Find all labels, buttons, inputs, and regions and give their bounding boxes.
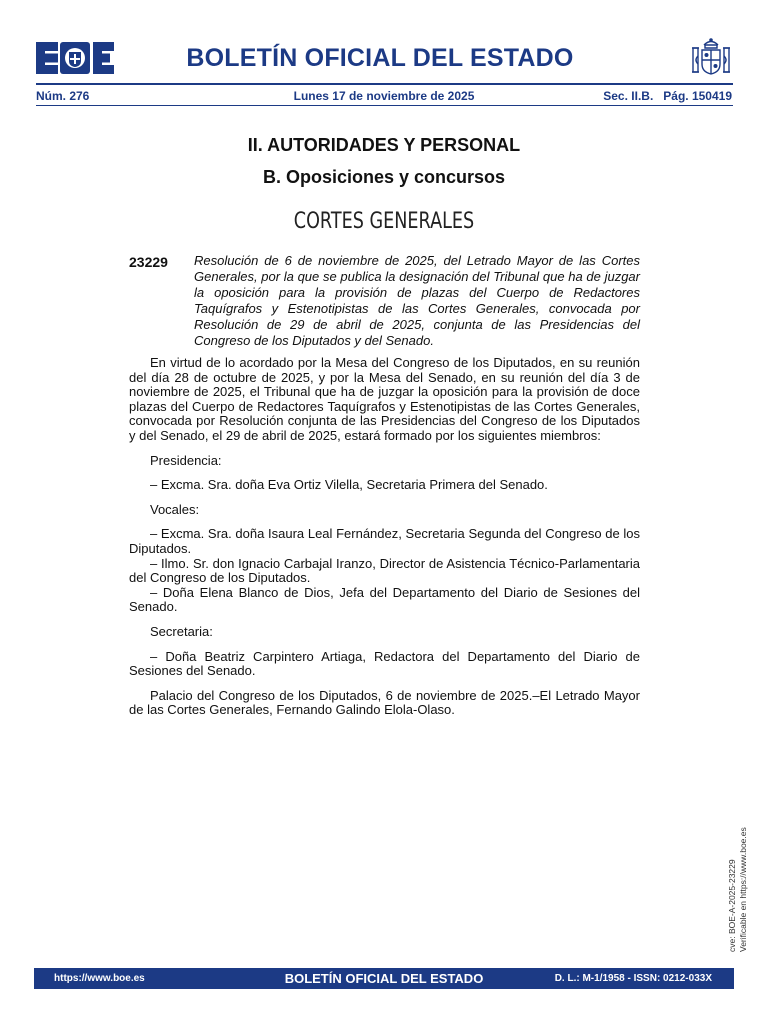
bulletin-title: BOLETÍN OFICIAL DEL ESTADO <box>186 44 574 72</box>
closing-paragraph: Palacio del Congreso de los Diputados, 6 de noviembre de 2025.–El Letrado Mayor de las Cortes Generales, Fernando Galindo Elola-Olaso. <box>129 687 640 718</box>
vocal-item: – Excma. Sra. doña Isaura Leal Fernández, Secretaria Segunda del Congreso de los Diputados. <box>129 526 640 556</box>
resolution-number: 23229 <box>129 254 168 270</box>
vocal-item: – Doña Elena Blanco de Dios, Jefa del Departamento del Diario de Sesiones del Senado. <box>129 584 640 615</box>
footer-url-link[interactable]: https://www.boe.es <box>54 973 145 984</box>
section-page: Sec. II.B. Pág. 150419 <box>603 89 732 103</box>
presidencia-label: Presidencia: <box>150 452 222 468</box>
footer-title: BOLETÍN OFICIAL DEL ESTADO <box>284 971 484 986</box>
vocal-item: – Ilmo. Sr. don Ignacio Carbajal Iranzo, Director de Asistencia Técnico-Parlamentaria del Congreso de los Diputados. <box>129 555 640 586</box>
organism-heading: CORTES GENERALES <box>293 209 475 234</box>
presidencia-member: – Excma. Sra. doña Eva Ortiz Vilella, Secretaria Primera del Senado. <box>150 477 548 493</box>
coat-of-arms-icon <box>690 36 732 80</box>
header-rule-top <box>36 83 733 85</box>
footer-bar <box>34 968 734 989</box>
secretaria-member: – Doña Beatriz Carpintero Artiaga, Redactora del Departamento del Diario de Sesiones del Senado. <box>129 648 640 679</box>
boe-logo[interactable] <box>36 42 114 74</box>
subsection-heading: B. Oposiciones y concursos <box>262 167 506 187</box>
resolution-summary: Resolución de 6 de noviembre de 2025, del Letrado Mayor de las Cortes Generales, por la que se publica la designación del Tribunal que ha de juzgar la oposición para la provisión de plazas del Cuerpo de Redactores Taquígrafos y Estenotipistas de las Cortes Generales, convocada por Resolución de 29 de abril de 2025, conjunta de las Presidencias del Congreso de los Diputados y del Senado. <box>194 253 640 348</box>
cve-sidebar <box>727 822 749 952</box>
secretaria-label: Secretaria: <box>150 623 213 639</box>
issue-number: Núm. 276 <box>36 89 90 103</box>
cve-code: cve: BOE-A-2025-23229 <box>727 859 737 952</box>
header-rule-bottom <box>36 105 733 106</box>
issue-date: Lunes 17 de noviembre de 2025 <box>293 89 475 103</box>
resolution-body <box>129 356 640 728</box>
intro-paragraph: En virtud de lo acordado por la Mesa del Congreso de los Diputados, en su reunión del día 28 de octubre de 2025, y por la Mesa del Senado, en su reunión del día 3 de noviembre de 2025, el Tribunal que ha de juzgar la oposición para la provisión de doce plazas del Cuerpo de Redactores Taquígrafos y Estenotipistas de las Cortes Generales, convocada por Resolución conjunta de las Presidencias del Congreso de los Diputados y del Senado, el 29 de abril de 2025, estará formado por los siguientes miembros: <box>129 355 640 443</box>
section-heading: II. AUTORIDADES Y PERSONAL <box>247 135 521 155</box>
vocales-label: Vocales: <box>150 501 200 517</box>
footer-legal: D. L.: M-1/1958 - ISSN: 0212-033X <box>554 973 712 984</box>
verification-link[interactable]: Verificable en https://www.boe.es <box>738 827 748 952</box>
